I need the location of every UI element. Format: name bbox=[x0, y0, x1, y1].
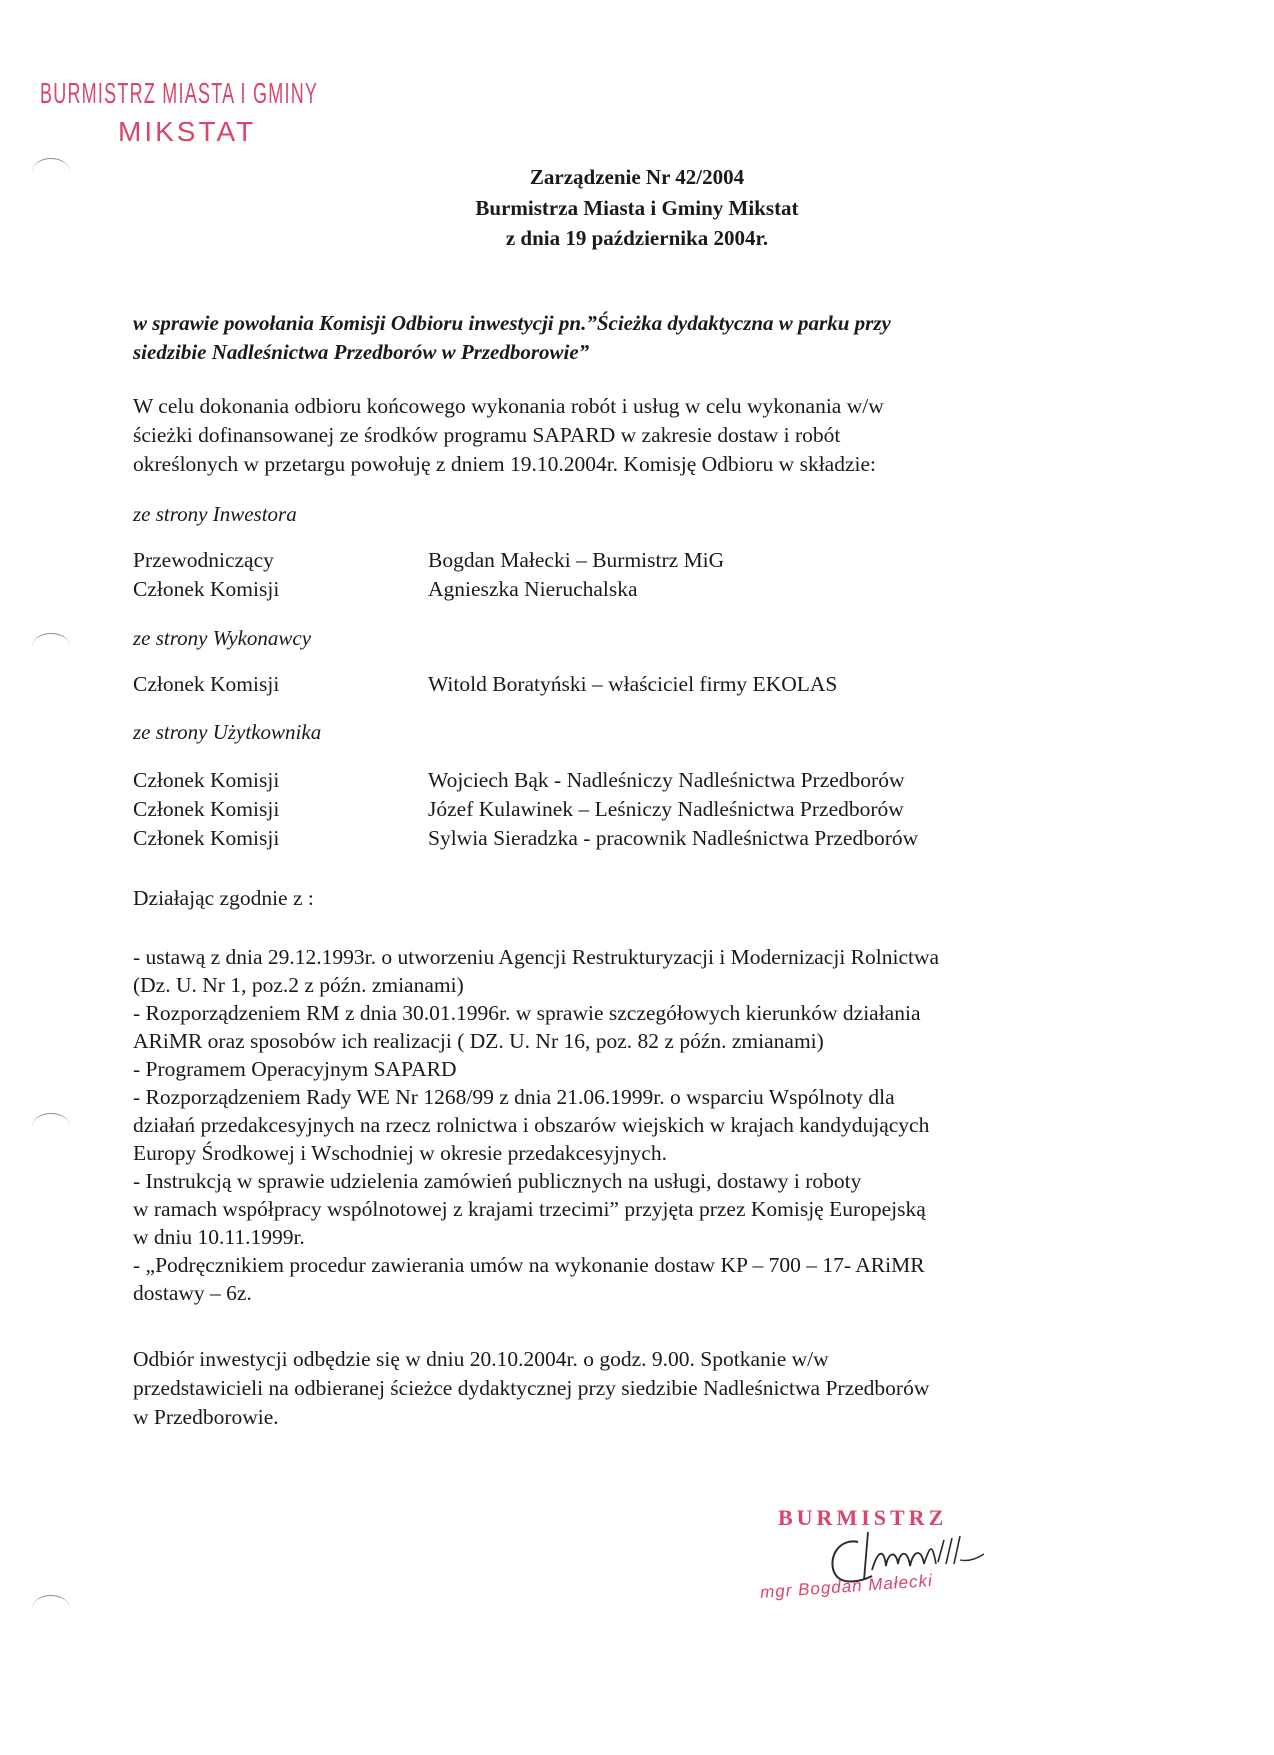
member-role: Członek Komisji bbox=[133, 768, 280, 792]
member-name: Wojciech Bąk - Nadleśniczy Nadleśnictwa Przedborów bbox=[428, 768, 905, 792]
legal-basis-line: - Rozporządzeniem Rady WE Nr 1268/99 z dnia 21.06.1999r. o wsparciu Wspólnoty dla bbox=[133, 1085, 895, 1109]
subject-line-1: w sprawie powołania Komisji Odbioru inwestycji pn.”Ścieżka dydaktyczna w parku przy bbox=[133, 311, 891, 335]
punch-hole-mark bbox=[32, 1595, 70, 1622]
member-name: Sylwia Sieradzka - pracownik Nadleśnictwa Przedborów bbox=[428, 826, 919, 850]
group-heading-user: ze strony Użytkownika bbox=[133, 720, 322, 744]
legal-basis-line: - ustawą z dnia 29.12.1993r. o utworzeniu Agencji Restrukturyzacji i Modernizacji Rolnictwa bbox=[133, 945, 940, 969]
intro-line-1: W celu dokonania odbioru końcowego wykonania robót i usług w celu wykonania w/w bbox=[133, 394, 884, 418]
signature-stamp-title: BURMISTRZ bbox=[778, 1505, 948, 1530]
legal-basis-line: w dniu 10.11.1999r. bbox=[133, 1225, 305, 1249]
intro-line-3: określonych w przetargu powołuję z dniem 19.10.2004r. Komisję Odbioru w składzie: bbox=[133, 452, 876, 476]
group-heading-contractor: ze strony Wykonawcy bbox=[133, 626, 312, 650]
member-name: Witold Boratyński – właściciel firmy EKOLAS bbox=[428, 672, 838, 696]
group-heading-investor: ze strony Inwestora bbox=[133, 502, 297, 526]
legal-basis-line: (Dz. U. Nr 1, poz.2 z późn. zmianami) bbox=[133, 973, 464, 997]
document-title: Zarządzenie Nr 42/2004 bbox=[529, 165, 745, 189]
member-name: Bogdan Małecki – Burmistrz MiG bbox=[428, 548, 725, 572]
member-role: Członek Komisji bbox=[133, 826, 280, 850]
closing-line-1: Odbiór inwestycji odbędzie się w dniu 20.10.2004r. o godz. 9.00. Spotkanie w/w bbox=[133, 1347, 829, 1371]
legal-basis-line: - Programem Operacyjnym SAPARD bbox=[133, 1057, 457, 1081]
legal-basis-line: dostawy – 6z. bbox=[133, 1281, 252, 1305]
legal-basis-line: w ramach współpracy wspólnotowej z krajami trzecimi” przyjęta przez Komisję Europejską bbox=[133, 1197, 926, 1221]
document-date: z dnia 19 października 2004r. bbox=[505, 226, 769, 250]
document-issuer: Burmistrza Miasta i Gminy Mikstat bbox=[475, 196, 799, 220]
legal-basis-line: Europy Środkowej i Wschodniej w okresie przedakcesyjnych. bbox=[133, 1141, 667, 1165]
legal-basis-line: ARiMR oraz sposobów ich realizacji ( DZ. U. Nr 16, poz. 82 z późn. zmianami) bbox=[133, 1029, 824, 1053]
legal-basis-line: działań przedakcesyjnych na rzecz rolnictwa i obszarów wiejskich w krajach kandydujących bbox=[133, 1113, 930, 1137]
office-stamp-line2: MIKSTAT bbox=[118, 116, 257, 147]
punch-hole-mark bbox=[32, 633, 70, 660]
legal-basis-line: - Rozporządzeniem RM z dnia 30.01.1996r. w sprawie szczegółowych kierunków działania bbox=[133, 1001, 921, 1025]
member-role: Przewodniczący bbox=[133, 548, 274, 572]
office-stamp-line1: BURMISTRZ MIASTA I GMINY bbox=[40, 78, 319, 110]
handwritten-signature bbox=[820, 1520, 990, 1600]
intro-line-2: ścieżki dofinansowanej ze środków programu SAPARD w zakresie dostaw i robót bbox=[133, 423, 841, 447]
subject-line-2: siedzibie Nadleśnictwa Przedborów w Przedborowie” bbox=[133, 340, 590, 364]
legal-basis-heading: Działając zgodnie z : bbox=[133, 886, 314, 910]
closing-line-3: w Przedborowie. bbox=[133, 1405, 279, 1429]
member-name: Agnieszka Nieruchalska bbox=[428, 577, 638, 601]
legal-basis-line: - Instrukcją w sprawie udzielenia zamówień publicznych na usługi, dostawy i roboty bbox=[133, 1169, 862, 1193]
punch-hole-mark bbox=[32, 1113, 70, 1140]
legal-basis-line: - „Podręcznikiem procedur zawierania umów na wykonanie dostaw KP – 700 – 17- ARiMR bbox=[133, 1253, 925, 1277]
member-role: Członek Komisji bbox=[133, 577, 280, 601]
signature-stamp-name: mgr Bogdan Małecki bbox=[759, 1570, 934, 1603]
member-role: Członek Komisji bbox=[133, 672, 280, 696]
closing-line-2: przedstawicieli na odbieranej ścieżce dydaktycznej przy siedzibie Nadleśnictwa Przedborów bbox=[133, 1376, 930, 1400]
member-name: Józef Kulawinek – Leśniczy Nadleśnictwa Przedborów bbox=[428, 797, 904, 821]
member-role: Członek Komisji bbox=[133, 797, 280, 821]
